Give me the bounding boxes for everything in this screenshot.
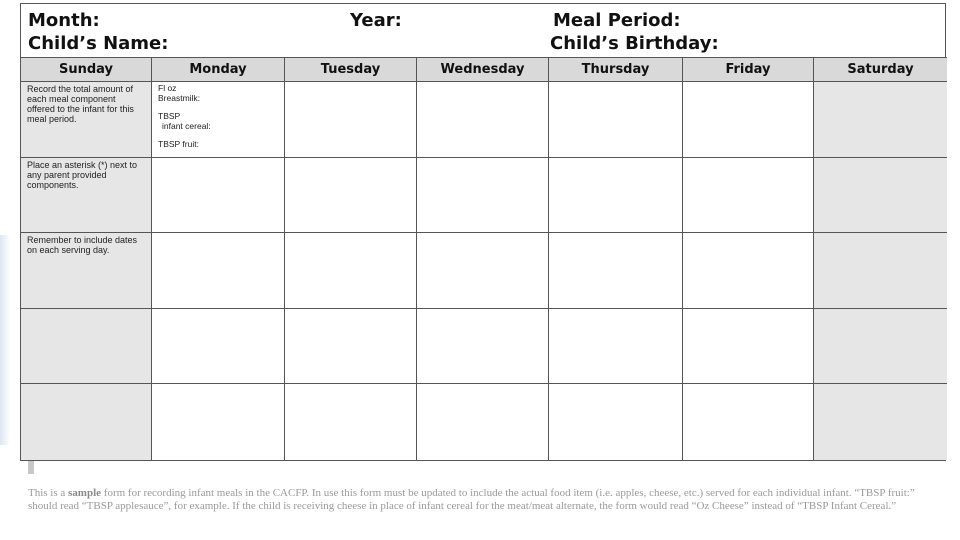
week-row-5 [21, 384, 947, 460]
wednesday-cell[interactable] [417, 158, 549, 233]
week-row-2 [21, 158, 947, 234]
thursday-cell[interactable] [549, 82, 683, 157]
tuesday-cell[interactable] [285, 233, 417, 308]
child-name-label: Child’s Name: [28, 33, 169, 54]
sunday-cell [21, 158, 152, 233]
thursday-cell[interactable] [549, 384, 683, 460]
year-label: Year: [350, 10, 402, 31]
day-header-tuesday: Tuesday [285, 58, 417, 81]
saturday-cell[interactable] [814, 82, 947, 157]
sunday-cell [21, 233, 152, 308]
prefill-fl-oz: Fl oz [158, 83, 177, 93]
week-row-3 [21, 233, 947, 309]
friday-cell[interactable] [683, 384, 814, 460]
footnote-body: form for recording infant meals in the CACFP. In use this form must be updated to include the actual food item (i.e. apples, cheese, etc.) served for each individual infant. “TBSP fruit:” should read “TBSP applesauce”, for example. If the child is receiving cheese in place of infant cereal for the meat/meat alternate, the form would read “Oz Cheese” instead of “TBSP Infant Cereal.” [28, 487, 915, 512]
day-header-thursday: Thursday [549, 58, 683, 81]
saturday-cell[interactable] [814, 158, 947, 233]
monday-cell[interactable] [152, 384, 285, 460]
wednesday-cell[interactable] [417, 309, 549, 384]
week-row-1 [21, 82, 947, 158]
instruction-asterisk: Place an asterisk (*) next to any parent provided components. [27, 159, 138, 190]
footnote [28, 487, 928, 513]
monday-cell[interactable] [152, 158, 285, 233]
weekday-header-row [21, 58, 947, 82]
tick-mark [28, 461, 34, 474]
infant-meal-record-form [20, 3, 946, 461]
left-edge-accent [0, 235, 10, 445]
monday-prefill [152, 82, 284, 150]
thursday-cell[interactable] [549, 233, 683, 308]
prefill-tbsp-fruit: TBSP fruit: [158, 139, 199, 149]
child-birthday-label: Child’s Birthday: [550, 33, 719, 54]
thursday-cell[interactable] [549, 158, 683, 233]
tuesday-cell[interactable] [285, 384, 417, 460]
sunday-cell [21, 82, 152, 157]
saturday-cell[interactable] [814, 233, 947, 308]
tuesday-cell[interactable] [285, 82, 417, 157]
meal-period-label: Meal Period: [553, 10, 681, 31]
form-header [21, 4, 947, 58]
wednesday-cell[interactable] [417, 384, 549, 460]
monday-cell[interactable] [152, 82, 285, 157]
friday-cell[interactable] [683, 309, 814, 384]
day-header-sunday: Sunday [21, 58, 152, 81]
thursday-cell[interactable] [549, 309, 683, 384]
day-header-wednesday: Wednesday [417, 58, 549, 81]
monday-cell[interactable] [152, 233, 285, 308]
sunday-cell[interactable] [21, 309, 152, 384]
tuesday-cell[interactable] [285, 158, 417, 233]
monday-cell[interactable] [152, 309, 285, 384]
prefill-infant-cereal: infant cereal: [162, 121, 211, 131]
tuesday-cell[interactable] [285, 309, 417, 384]
wednesday-cell[interactable] [417, 233, 549, 308]
month-label: Month: [28, 10, 100, 31]
instruction-record-amounts: Record the total amount of each meal component offered to the infant for this meal period. [27, 84, 134, 124]
friday-cell[interactable] [683, 158, 814, 233]
footnote-emphasis: sample [68, 487, 102, 499]
saturday-cell[interactable] [814, 384, 947, 460]
week-row-4 [21, 309, 947, 385]
wednesday-cell[interactable] [417, 82, 549, 157]
prefill-breastmilk: Breastmilk: [158, 93, 201, 103]
saturday-cell[interactable] [814, 309, 947, 384]
day-header-saturday: Saturday [847, 62, 914, 77]
instruction-dates: Remember to include dates on each serving day. [27, 235, 138, 256]
prefill-tbsp: TBSP [158, 111, 181, 121]
friday-cell[interactable] [683, 233, 814, 308]
sunday-cell[interactable] [21, 384, 152, 460]
day-header-friday: Friday [683, 58, 814, 81]
friday-cell[interactable] [683, 82, 814, 157]
footnote-intro: This is a [28, 487, 69, 499]
day-header-monday: Monday [152, 58, 285, 81]
